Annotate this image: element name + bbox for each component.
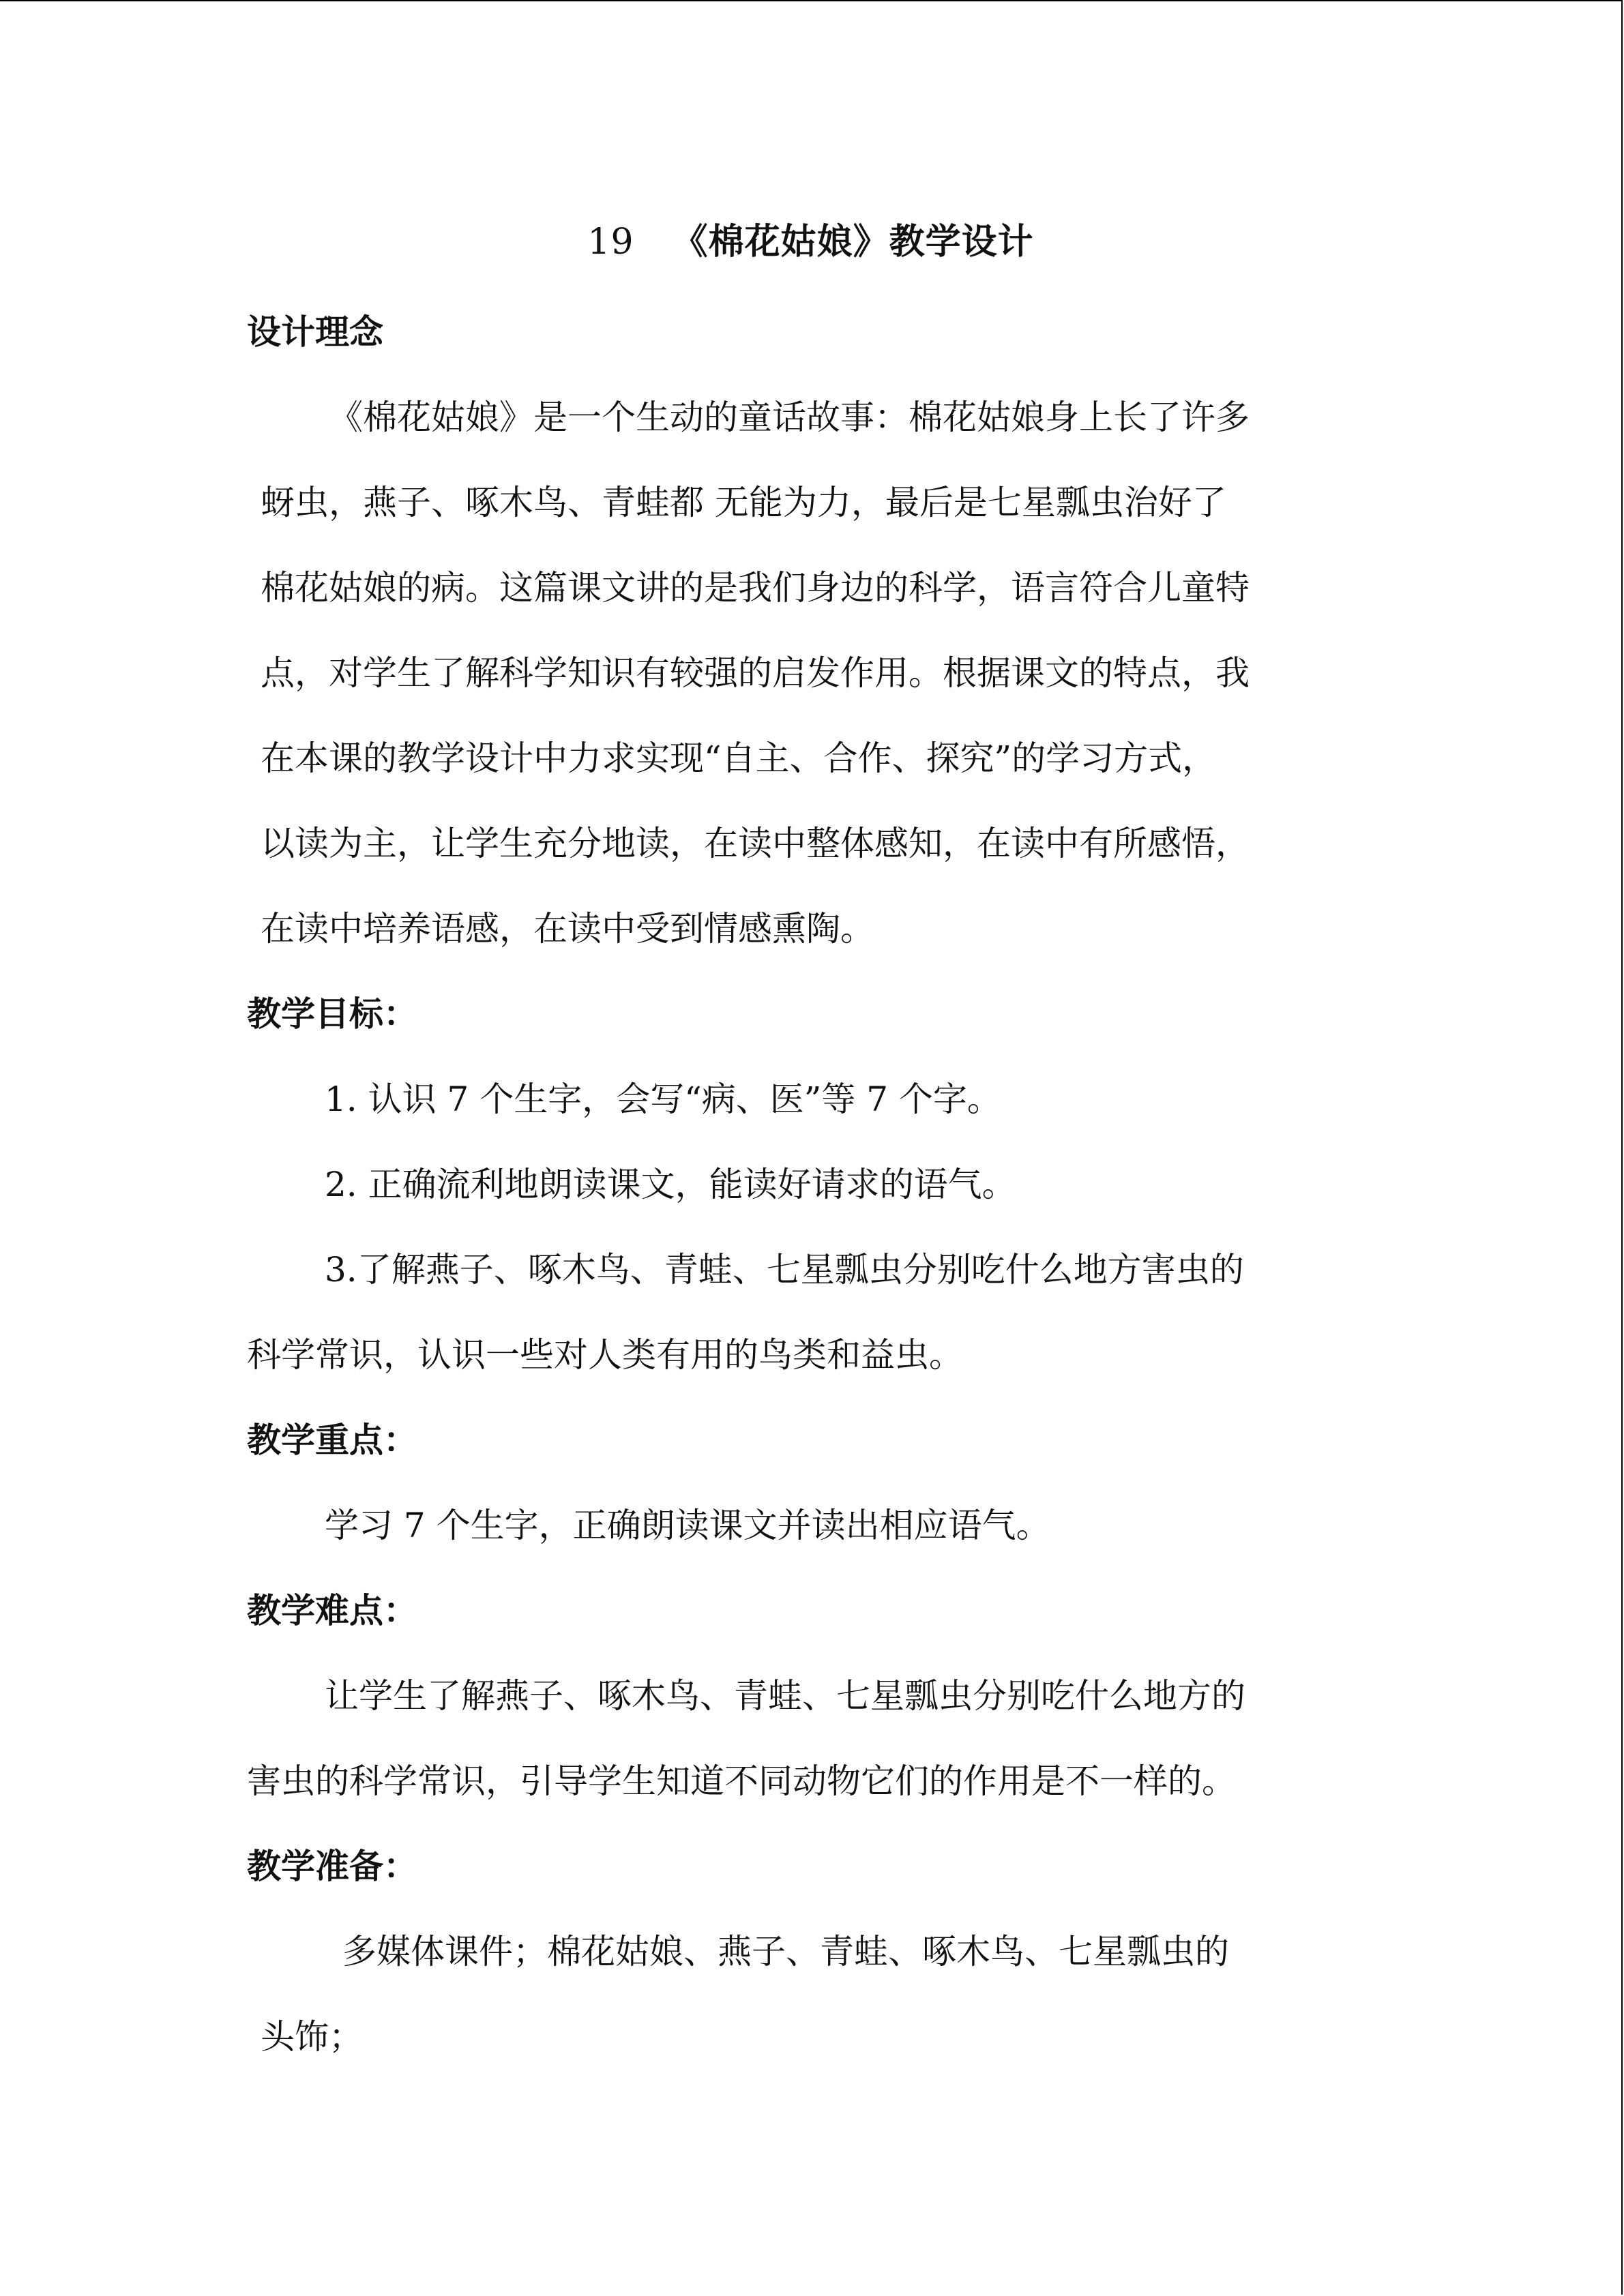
concept-line: 《棉花姑娘》是一个生动的童话故事：棉花姑娘身上长了许多 bbox=[329, 398, 1250, 437]
goal-item: 2. 正确流利地朗读课文，能读好请求的语气。 bbox=[325, 1165, 1016, 1204]
concept-line: 棉花姑娘的病。这篇课文讲的是我们身边的科学，语言符合儿童特 bbox=[261, 568, 1250, 608]
goal-item-continued: 科学常识，认识一些对人类有用的鸟类和益虫。 bbox=[247, 1335, 963, 1375]
concept-line: 点，对学生了解科学知识有较强的启发作用。根据课文的特点，我 bbox=[261, 653, 1250, 693]
concept-heading: 设计理念 bbox=[247, 312, 383, 352]
page-title bbox=[0, 213, 1621, 264]
difficulties-line: 让学生了解燕子、啄木鸟、青蛙、七星瓢虫分别吃什么地方的 bbox=[325, 1676, 1245, 1716]
preparation-line: 多媒体课件；棉花姑娘、燕子、青蛙、啄木鸟、七星瓢虫的 bbox=[342, 1932, 1229, 1971]
goal-item: 3.了解燕子、啄木鸟、青蛙、七星瓢虫分别吃什么地方害虫的 bbox=[325, 1250, 1244, 1289]
concept-line: 以读为主，让学生充分地读，在读中整体感知，在读中有所感悟， bbox=[261, 824, 1250, 863]
goals-heading: 教学目标： bbox=[247, 994, 417, 1034]
key-points-text: 学习 7 个生字，正确朗读课文并读出相应语气。 bbox=[325, 1506, 1050, 1545]
lesson-number: 19 bbox=[587, 222, 634, 263]
preparation-heading: 教学准备： bbox=[247, 1846, 417, 1886]
lesson-title: 《棉花姑娘》教学设计 bbox=[672, 221, 1034, 263]
concept-line: 在读中培养语感，在读中受到情感熏陶。 bbox=[261, 909, 874, 949]
concept-line: 蚜虫，燕子、啄木鸟、青蛙都 无能为力，最后是七星瓢虫治好了 bbox=[261, 483, 1226, 522]
key-points-heading: 教学重点： bbox=[247, 1420, 417, 1460]
goal-item: 1. 认识 7 个生字，会写“病、医”等 7 个字。 bbox=[325, 1079, 1001, 1119]
concept-line: 在本课的教学设计中力求实现“自主、合作、探究”的学习方式， bbox=[261, 739, 1217, 778]
preparation-line: 头饰； bbox=[261, 2017, 363, 2057]
difficulties-line: 害虫的科学常识，引导学生知道不同动物它们的作用是不一样的。 bbox=[247, 1761, 1236, 1801]
difficulties-heading: 教学难点： bbox=[247, 1590, 417, 1630]
